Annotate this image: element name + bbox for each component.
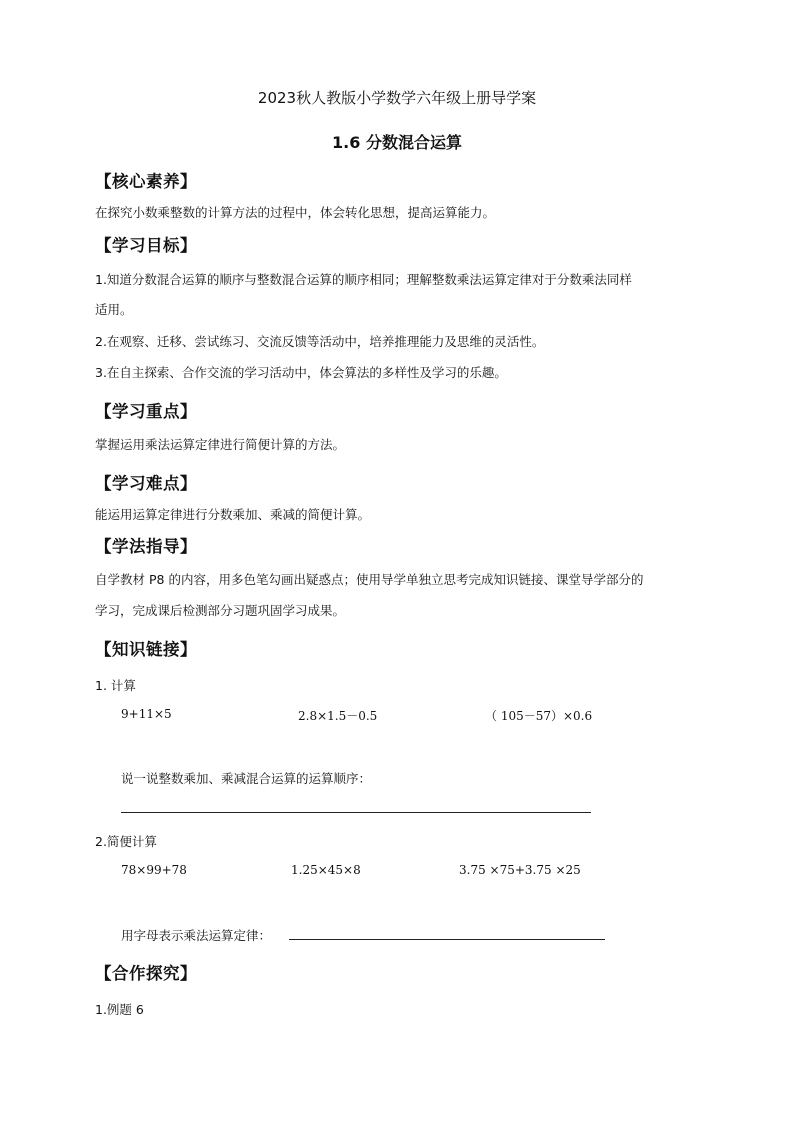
key-points-heading: 【学习重点】	[95, 402, 197, 421]
knowledge-link-heading: 【知识链接】	[95, 640, 197, 659]
study-method-heading: 【学法指导】	[95, 537, 197, 556]
core-competency-heading: 【核心素养】	[95, 172, 197, 191]
study-method-line-1: 自学教材 P8 的内容，用多色笔勾画出疑惑点；使用导学单独立思考完成知识链接、课堂导学部分的	[95, 572, 644, 587]
study-method-line-2: 学习，完成课后检测部分习题巩固学习成果。	[95, 603, 346, 618]
question-2-expression-1: 78×99+78	[121, 863, 187, 877]
question-2-expression-3: 3.75 ×75+3.75 ×25	[459, 863, 581, 877]
learning-goals-heading: 【学习目标】	[95, 236, 197, 255]
question-1-expression-3: （ 105－57）×0.6	[485, 709, 593, 723]
difficult-points-text: 能运用运算定律进行分数乘加、乘减的简便计算。	[95, 507, 371, 522]
goal-3: 3.在自主探索、合作交流的学习活动中，体会算法的多样性及学习的乐趣。	[95, 365, 507, 380]
question-1-label: 1. 计算	[95, 678, 136, 693]
question-1-expression-2: 2.8×1.5－0.5	[298, 709, 378, 723]
example-6-label: 1.例题 6	[95, 1002, 144, 1017]
core-competency-text: 在探究小数乘整数的计算方法的过程中，体会转化思想，提高运算能力。	[95, 205, 496, 220]
question-2-label: 2.简便计算	[95, 834, 157, 849]
document-title: 2023秋人教版小学数学六年级上册导学案	[257, 89, 537, 107]
question-2-expression-2: 1.25×45×8	[291, 863, 361, 877]
answer-blank-2[interactable]	[289, 939, 605, 940]
goal-1-line-2: 适用。	[95, 302, 133, 317]
cooperative-inquiry-heading: 【合作探究】	[95, 964, 197, 983]
lesson-title: 1.6 分数混合运算	[332, 133, 462, 152]
question-1-prompt: 说一说整数乘加、乘减混合运算的运算顺序：	[121, 771, 372, 786]
goal-1-line-1: 1.知道分数混合运算的顺序与整数混合运算的顺序相同；理解整数乘法运算定律对于分数乘法同样	[95, 272, 632, 287]
answer-blank-1[interactable]	[121, 812, 591, 813]
question-2-prompt: 用字母表示乘法运算定律：	[121, 928, 272, 943]
difficult-points-heading: 【学习难点】	[95, 474, 197, 493]
goal-2: 2.在观察、迁移、尝试练习、交流反馈等活动中，培养推理能力及思维的灵活性。	[95, 334, 545, 349]
question-1-expression-1: 9+11×5	[121, 707, 172, 721]
key-points-text: 掌握运用乘法运算定律进行简便计算的方法。	[95, 437, 346, 452]
